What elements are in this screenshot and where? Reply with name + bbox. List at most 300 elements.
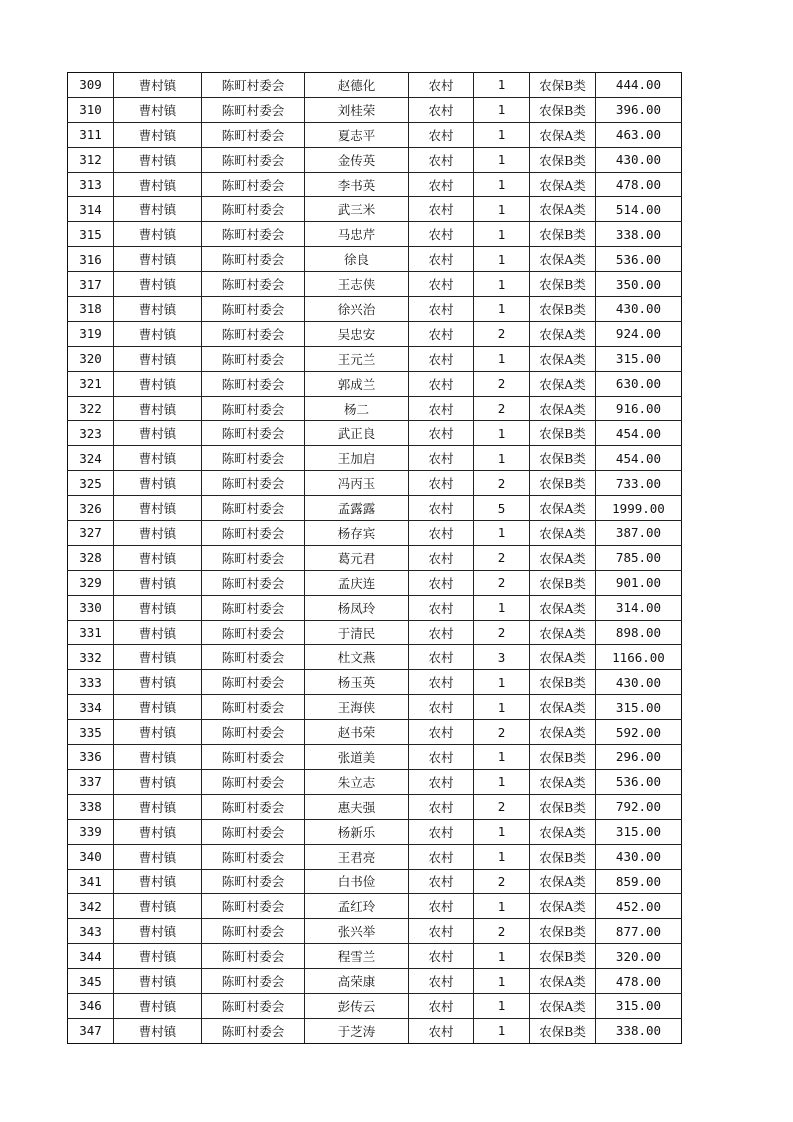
village-cell: 陈町村委会 [202,620,305,645]
insurance-type-cell: 农保A类 [530,620,596,645]
amount-cell: 430.00 [596,670,682,695]
area-cell: 农村 [409,421,474,446]
area-cell: 农村 [409,919,474,944]
table-row [68,247,682,272]
village-cell: 陈町村委会 [202,496,305,521]
insurance-type-cell: 农保B类 [530,745,596,770]
name-cell: 杨凤玲 [305,595,409,620]
row-number: 323 [68,421,114,446]
table-row [68,97,682,122]
area-cell: 农村 [409,321,474,346]
village-cell: 陈町村委会 [202,695,305,720]
amount-cell: 315.00 [596,819,682,844]
roster-body [68,73,682,1044]
household-count-cell: 1 [474,197,530,222]
town-cell: 曹村镇 [114,147,202,172]
village-cell: 陈町村委会 [202,247,305,272]
table-row [68,496,682,521]
town-cell: 曹村镇 [114,122,202,147]
area-cell: 农村 [409,819,474,844]
row-number: 347 [68,1018,114,1043]
name-cell: 夏志平 [305,122,409,147]
town-cell: 曹村镇 [114,321,202,346]
household-count-cell: 1 [474,1018,530,1043]
insurance-type-cell: 农保A类 [530,969,596,994]
insurance-type-cell: 农保A类 [530,197,596,222]
town-cell: 曹村镇 [114,570,202,595]
row-number: 343 [68,919,114,944]
row-number: 342 [68,894,114,919]
row-number: 332 [68,645,114,670]
amount-cell: 338.00 [596,1018,682,1043]
town-cell: 曹村镇 [114,197,202,222]
name-cell: 徐兴治 [305,297,409,322]
village-cell: 陈町村委会 [202,521,305,546]
town-cell: 曹村镇 [114,172,202,197]
household-count-cell: 1 [474,172,530,197]
insurance-type-cell: 农保A类 [530,122,596,147]
area-cell: 农村 [409,73,474,98]
row-number: 321 [68,371,114,396]
amount-cell: 315.00 [596,695,682,720]
area-cell: 农村 [409,745,474,770]
insurance-type-cell: 农保B类 [530,97,596,122]
amount-cell: 901.00 [596,570,682,595]
name-cell: 朱立志 [305,769,409,794]
area-cell: 农村 [409,496,474,521]
insurance-type-cell: 农保B类 [530,222,596,247]
household-count-cell: 2 [474,794,530,819]
table-row [68,421,682,446]
town-cell: 曹村镇 [114,645,202,670]
row-number: 312 [68,147,114,172]
town-cell: 曹村镇 [114,1018,202,1043]
row-number: 310 [68,97,114,122]
table-row [68,769,682,794]
area-cell: 农村 [409,272,474,297]
area-cell: 农村 [409,147,474,172]
household-count-cell: 1 [474,993,530,1018]
area-cell: 农村 [409,122,474,147]
row-number: 340 [68,844,114,869]
town-cell: 曹村镇 [114,446,202,471]
town-cell: 曹村镇 [114,769,202,794]
village-cell: 陈町村委会 [202,570,305,595]
insurance-type-cell: 农保A类 [530,769,596,794]
insurance-type-cell: 农保B类 [530,471,596,496]
insurance-type-cell: 农保B类 [530,844,596,869]
household-count-cell: 1 [474,297,530,322]
village-cell: 陈町村委会 [202,993,305,1018]
name-cell: 彭传云 [305,993,409,1018]
area-cell: 农村 [409,695,474,720]
insurance-type-cell: 农保B类 [530,944,596,969]
row-number: 344 [68,944,114,969]
table-row [68,595,682,620]
insurance-type-cell: 农保A类 [530,496,596,521]
area-cell: 农村 [409,97,474,122]
area-cell: 农村 [409,297,474,322]
name-cell: 杨二 [305,396,409,421]
benefit-roster-table [67,72,682,1044]
household-count-cell: 1 [474,73,530,98]
town-cell: 曹村镇 [114,670,202,695]
row-number: 318 [68,297,114,322]
amount-cell: 536.00 [596,769,682,794]
household-count-cell: 2 [474,321,530,346]
amount-cell: 430.00 [596,297,682,322]
village-cell: 陈町村委会 [202,720,305,745]
amount-cell: 350.00 [596,272,682,297]
area-cell: 农村 [409,620,474,645]
town-cell: 曹村镇 [114,993,202,1018]
row-number: 316 [68,247,114,272]
name-cell: 武三米 [305,197,409,222]
table-row [68,321,682,346]
village-cell: 陈町村委会 [202,346,305,371]
name-cell: 王志侠 [305,272,409,297]
village-cell: 陈町村委会 [202,396,305,421]
village-cell: 陈町村委会 [202,670,305,695]
village-cell: 陈町村委会 [202,944,305,969]
household-count-cell: 5 [474,496,530,521]
area-cell: 农村 [409,645,474,670]
area-cell: 农村 [409,869,474,894]
household-count-cell: 1 [474,595,530,620]
village-cell: 陈町村委会 [202,147,305,172]
amount-cell: 320.00 [596,944,682,969]
insurance-type-cell: 农保B类 [530,73,596,98]
table-row [68,521,682,546]
area-cell: 农村 [409,570,474,595]
town-cell: 曹村镇 [114,396,202,421]
town-cell: 曹村镇 [114,819,202,844]
row-number: 322 [68,396,114,421]
amount-cell: 916.00 [596,396,682,421]
insurance-type-cell: 农保B类 [530,147,596,172]
household-count-cell: 2 [474,396,530,421]
name-cell: 金传英 [305,147,409,172]
village-cell: 陈町村委会 [202,97,305,122]
name-cell: 杨玉英 [305,670,409,695]
row-number: 309 [68,73,114,98]
area-cell: 农村 [409,371,474,396]
row-number: 320 [68,346,114,371]
insurance-type-cell: 农保A类 [530,346,596,371]
insurance-type-cell: 农保A类 [530,869,596,894]
household-count-cell: 1 [474,272,530,297]
row-number: 314 [68,197,114,222]
town-cell: 曹村镇 [114,595,202,620]
village-cell: 陈町村委会 [202,869,305,894]
table-row [68,1018,682,1043]
town-cell: 曹村镇 [114,844,202,869]
village-cell: 陈町村委会 [202,272,305,297]
name-cell: 于芝涛 [305,1018,409,1043]
table-row [68,969,682,994]
village-cell: 陈町村委会 [202,745,305,770]
village-cell: 陈町村委会 [202,595,305,620]
name-cell: 张兴举 [305,919,409,944]
area-cell: 农村 [409,969,474,994]
insurance-type-cell: 农保B类 [530,670,596,695]
area-cell: 农村 [409,247,474,272]
row-number: 334 [68,695,114,720]
table-row [68,919,682,944]
table-row [68,894,682,919]
insurance-type-cell: 农保B类 [530,794,596,819]
village-cell: 陈町村委会 [202,73,305,98]
amount-cell: 454.00 [596,446,682,471]
insurance-type-cell: 农保A类 [530,521,596,546]
town-cell: 曹村镇 [114,919,202,944]
area-cell: 农村 [409,595,474,620]
town-cell: 曹村镇 [114,247,202,272]
amount-cell: 315.00 [596,346,682,371]
name-cell: 李书英 [305,172,409,197]
household-count-cell: 2 [474,620,530,645]
household-count-cell: 1 [474,769,530,794]
town-cell: 曹村镇 [114,97,202,122]
village-cell: 陈町村委会 [202,421,305,446]
amount-cell: 396.00 [596,97,682,122]
amount-cell: 444.00 [596,73,682,98]
area-cell: 农村 [409,844,474,869]
area-cell: 农村 [409,197,474,222]
village-cell: 陈町村委会 [202,197,305,222]
area-cell: 农村 [409,545,474,570]
name-cell: 程雪兰 [305,944,409,969]
town-cell: 曹村镇 [114,471,202,496]
table-row [68,794,682,819]
row-number: 313 [68,172,114,197]
area-cell: 农村 [409,172,474,197]
amount-cell: 785.00 [596,545,682,570]
town-cell: 曹村镇 [114,620,202,645]
table-row [68,73,682,98]
town-cell: 曹村镇 [114,371,202,396]
row-number: 346 [68,993,114,1018]
area-cell: 农村 [409,794,474,819]
name-cell: 武正良 [305,421,409,446]
insurance-type-cell: 农保A类 [530,695,596,720]
name-cell: 孟红玲 [305,894,409,919]
amount-cell: 733.00 [596,471,682,496]
town-cell: 曹村镇 [114,720,202,745]
town-cell: 曹村镇 [114,794,202,819]
insurance-type-cell: 农保A类 [530,321,596,346]
area-cell: 农村 [409,471,474,496]
area-cell: 农村 [409,446,474,471]
insurance-type-cell: 农保A类 [530,720,596,745]
table-row [68,172,682,197]
row-number: 325 [68,471,114,496]
village-cell: 陈町村委会 [202,1018,305,1043]
amount-cell: 859.00 [596,869,682,894]
amount-cell: 430.00 [596,147,682,172]
amount-cell: 1166.00 [596,645,682,670]
table-row [68,147,682,172]
insurance-type-cell: 农保A类 [530,172,596,197]
row-number: 311 [68,122,114,147]
town-cell: 曹村镇 [114,272,202,297]
village-cell: 陈町村委会 [202,645,305,670]
name-cell: 杨新乐 [305,819,409,844]
table-row [68,297,682,322]
name-cell: 王君亮 [305,844,409,869]
table-row [68,197,682,222]
village-cell: 陈町村委会 [202,969,305,994]
town-cell: 曹村镇 [114,894,202,919]
amount-cell: 430.00 [596,844,682,869]
row-number: 330 [68,595,114,620]
name-cell: 杜文燕 [305,645,409,670]
amount-cell: 792.00 [596,794,682,819]
insurance-type-cell: 农保A类 [530,595,596,620]
village-cell: 陈町村委会 [202,894,305,919]
amount-cell: 877.00 [596,919,682,944]
name-cell: 赵书荣 [305,720,409,745]
village-cell: 陈町村委会 [202,769,305,794]
amount-cell: 592.00 [596,720,682,745]
village-cell: 陈町村委会 [202,819,305,844]
amount-cell: 478.00 [596,969,682,994]
town-cell: 曹村镇 [114,695,202,720]
area-cell: 农村 [409,670,474,695]
row-number: 317 [68,272,114,297]
village-cell: 陈町村委会 [202,446,305,471]
village-cell: 陈町村委会 [202,844,305,869]
household-count-cell: 2 [474,371,530,396]
household-count-cell: 2 [474,570,530,595]
household-count-cell: 1 [474,247,530,272]
table-row [68,745,682,770]
amount-cell: 314.00 [596,595,682,620]
name-cell: 赵德化 [305,73,409,98]
name-cell: 冯丙玉 [305,471,409,496]
household-count-cell: 1 [474,894,530,919]
insurance-type-cell: 农保A类 [530,247,596,272]
village-cell: 陈町村委会 [202,919,305,944]
household-count-cell: 1 [474,346,530,371]
household-count-cell: 1 [474,222,530,247]
row-number: 327 [68,521,114,546]
row-number: 326 [68,496,114,521]
household-count-cell: 1 [474,446,530,471]
table-row [68,122,682,147]
household-count-cell: 1 [474,695,530,720]
area-cell: 农村 [409,521,474,546]
table-row [68,471,682,496]
household-count-cell: 1 [474,819,530,844]
amount-cell: 478.00 [596,172,682,197]
table-row [68,346,682,371]
village-cell: 陈町村委会 [202,122,305,147]
name-cell: 白书俭 [305,869,409,894]
table-row [68,695,682,720]
town-cell: 曹村镇 [114,297,202,322]
name-cell: 孟露露 [305,496,409,521]
name-cell: 吴忠安 [305,321,409,346]
insurance-type-cell: 农保B类 [530,1018,596,1043]
household-count-cell: 1 [474,944,530,969]
village-cell: 陈町村委会 [202,321,305,346]
town-cell: 曹村镇 [114,73,202,98]
name-cell: 徐良 [305,247,409,272]
name-cell: 王加启 [305,446,409,471]
amount-cell: 296.00 [596,745,682,770]
name-cell: 杨存宾 [305,521,409,546]
amount-cell: 536.00 [596,247,682,272]
household-count-cell: 2 [474,720,530,745]
name-cell: 惠夫强 [305,794,409,819]
area-cell: 农村 [409,769,474,794]
name-cell: 王海侠 [305,695,409,720]
village-cell: 陈町村委会 [202,545,305,570]
area-cell: 农村 [409,222,474,247]
row-number: 341 [68,869,114,894]
insurance-type-cell: 农保A类 [530,819,596,844]
household-count-cell: 1 [474,670,530,695]
area-cell: 农村 [409,346,474,371]
area-cell: 农村 [409,396,474,421]
name-cell: 张道美 [305,745,409,770]
row-number: 338 [68,794,114,819]
household-count-cell: 2 [474,471,530,496]
amount-cell: 338.00 [596,222,682,247]
row-number: 335 [68,720,114,745]
amount-cell: 514.00 [596,197,682,222]
household-count-cell: 1 [474,421,530,446]
insurance-type-cell: 农保B类 [530,421,596,446]
insurance-type-cell: 农保B类 [530,446,596,471]
amount-cell: 452.00 [596,894,682,919]
village-cell: 陈町村委会 [202,172,305,197]
household-count-cell: 1 [474,745,530,770]
name-cell: 于清民 [305,620,409,645]
name-cell: 王元兰 [305,346,409,371]
village-cell: 陈町村委会 [202,222,305,247]
town-cell: 曹村镇 [114,545,202,570]
amount-cell: 630.00 [596,371,682,396]
area-cell: 农村 [409,720,474,745]
amount-cell: 463.00 [596,122,682,147]
town-cell: 曹村镇 [114,969,202,994]
row-number: 345 [68,969,114,994]
household-count-cell: 1 [474,969,530,994]
insurance-type-cell: 农保B类 [530,919,596,944]
insurance-type-cell: 农保A类 [530,371,596,396]
row-number: 339 [68,819,114,844]
name-cell: 刘桂荣 [305,97,409,122]
row-number: 315 [68,222,114,247]
name-cell: 孟庆连 [305,570,409,595]
name-cell: 郭成兰 [305,371,409,396]
table-row [68,844,682,869]
insurance-type-cell: 农保A类 [530,894,596,919]
table-row [68,371,682,396]
row-number: 337 [68,769,114,794]
table-row [68,720,682,745]
insurance-type-cell: 农保A类 [530,645,596,670]
town-cell: 曹村镇 [114,521,202,546]
area-cell: 农村 [409,1018,474,1043]
insurance-type-cell: 农保B类 [530,570,596,595]
insurance-type-cell: 农保A类 [530,993,596,1018]
town-cell: 曹村镇 [114,869,202,894]
table-row [68,670,682,695]
household-count-cell: 2 [474,545,530,570]
